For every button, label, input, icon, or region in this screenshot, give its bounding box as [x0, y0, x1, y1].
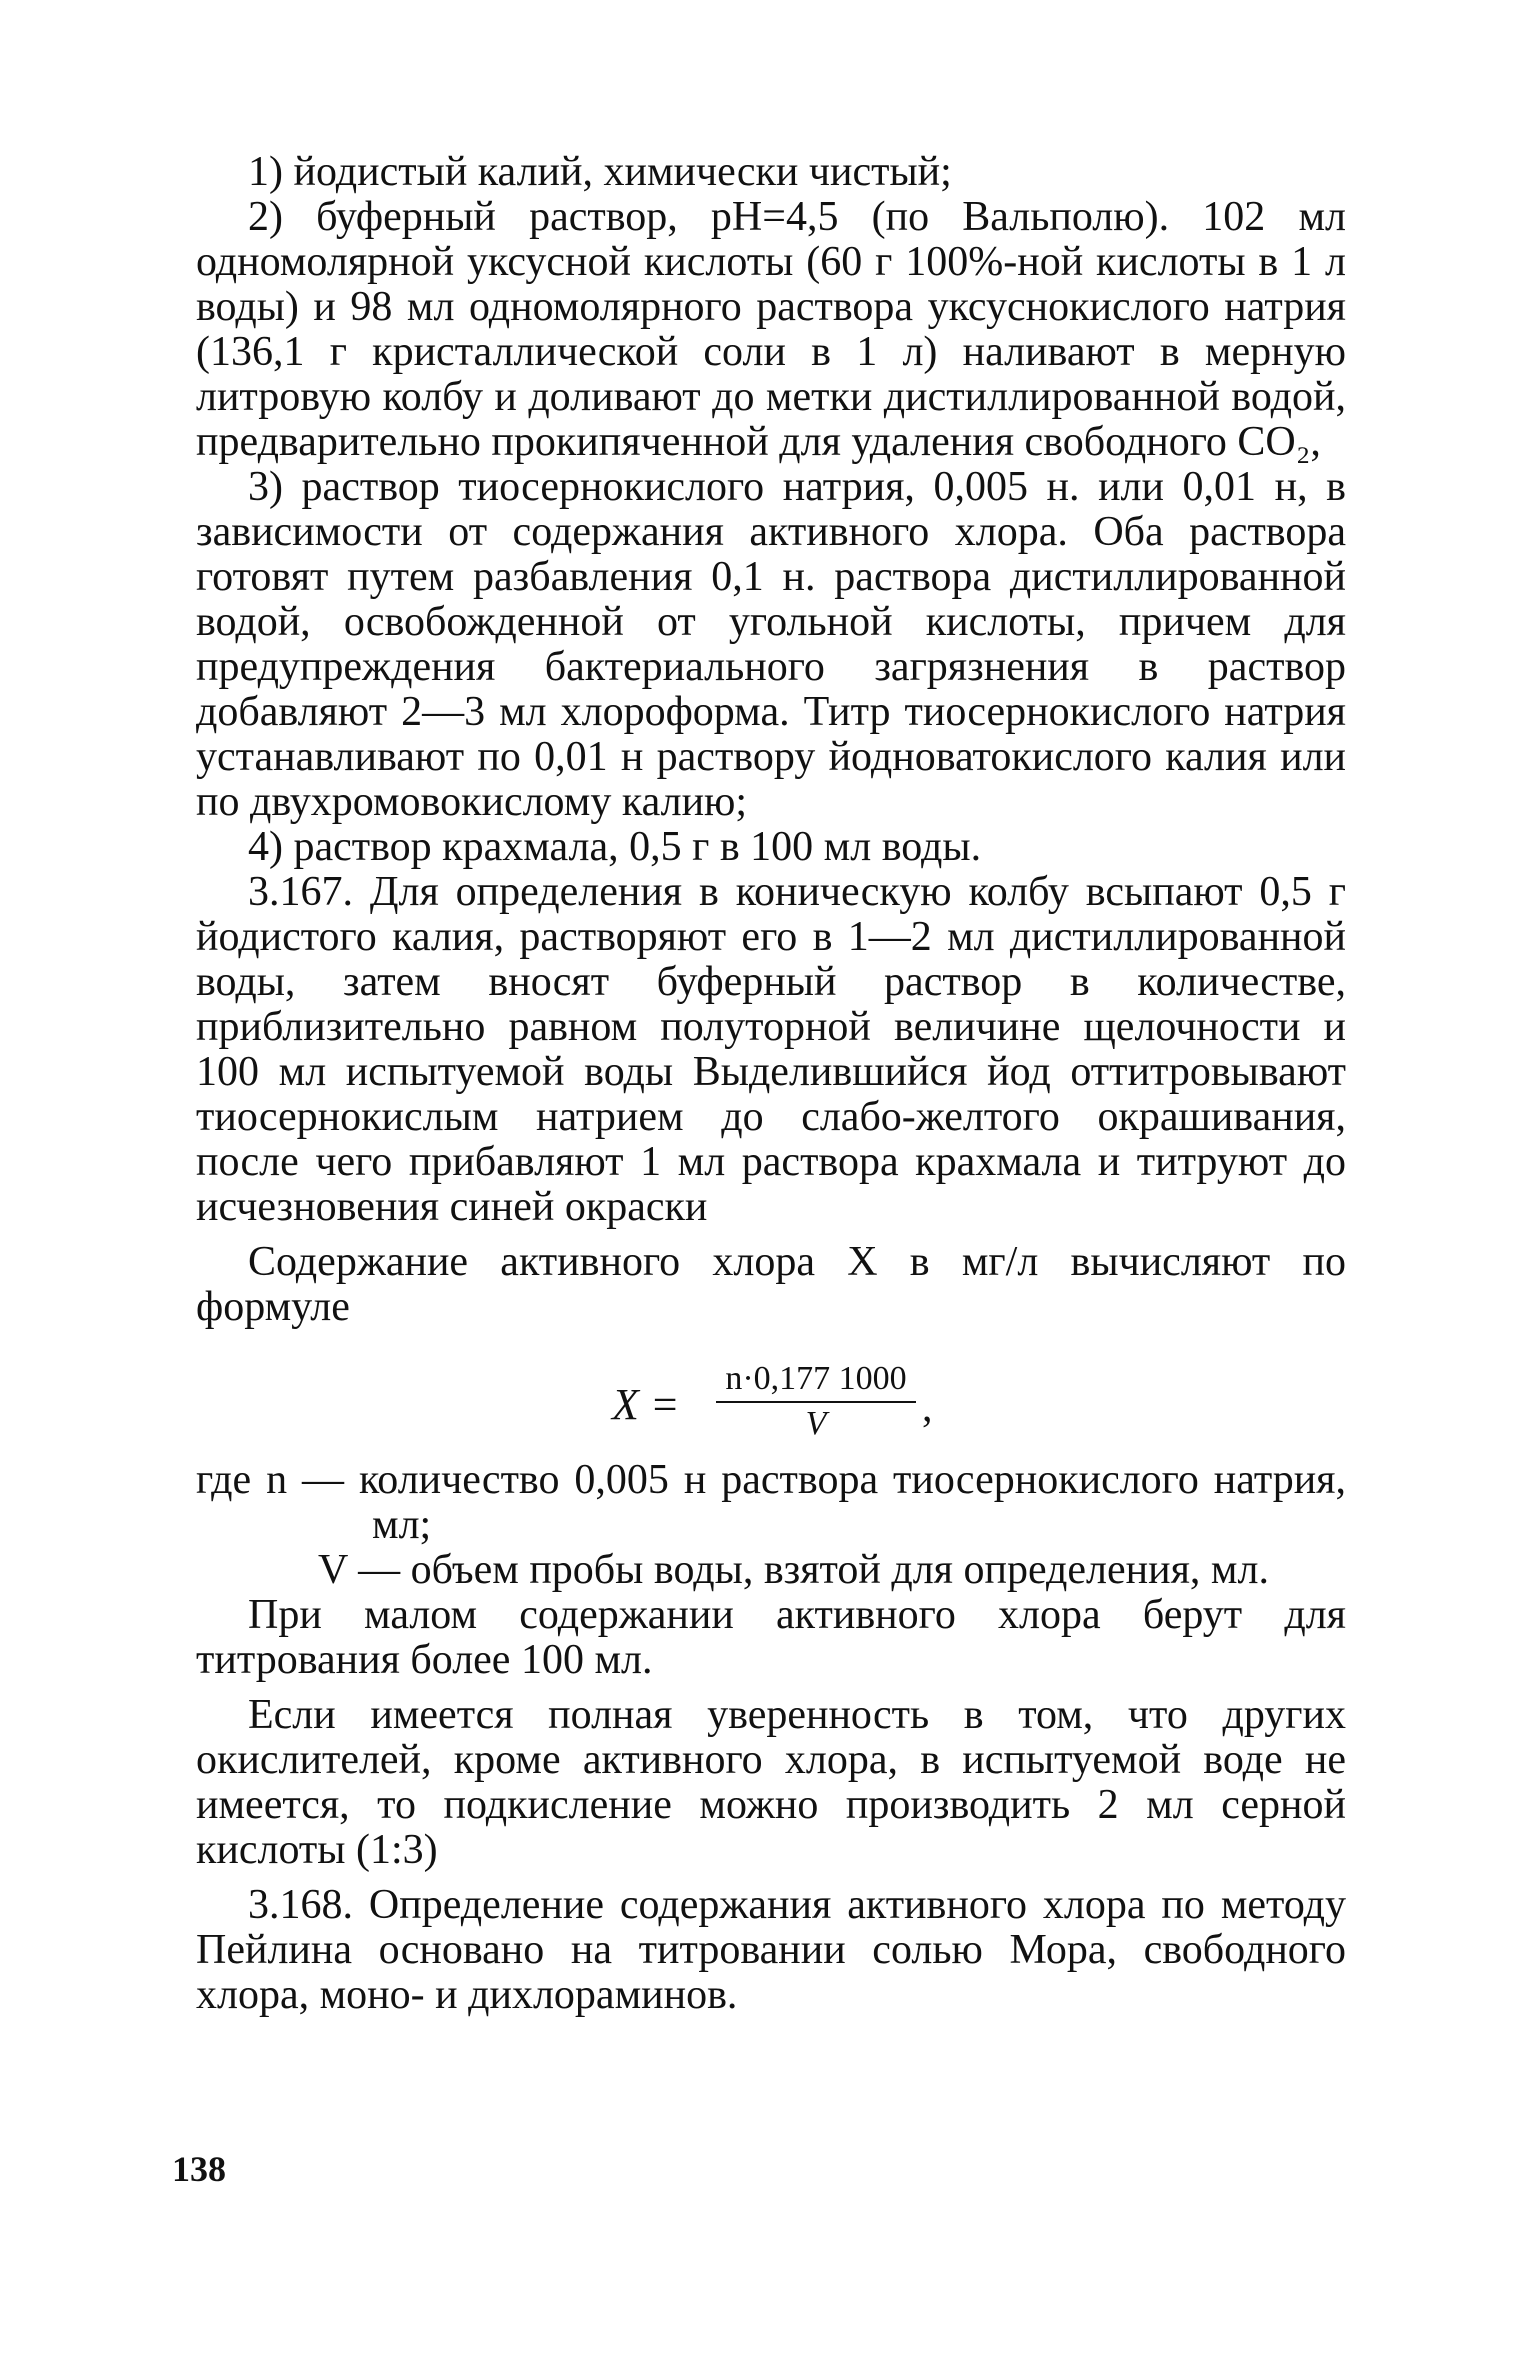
- formula-comma: ,: [922, 1385, 933, 1431]
- formula-denominator: V: [805, 1405, 827, 1442]
- page-number: 138: [172, 2149, 226, 2189]
- formula: [196, 1352, 1346, 1444]
- page-body: [196, 150, 1346, 2018]
- list-item-reagent-4: 4) раствор крахмала, 0,5 г в 100 мл воды.: [248, 824, 982, 870]
- definition-v: V — объем пробы воды, взятой для определения, мл.: [318, 1547, 1269, 1593]
- note-acidification: Если имеется полная уверенность в том, что других окислителей, кроме активного хлора, в испытуемой воде не имеется, то подкисление можно производить 2 мл серной кислоты (1:3): [196, 1692, 1346, 1873]
- formula-numerator: n·0,177 1000: [716, 1360, 916, 1403]
- section-3-167: 3.167. Для определения в коническую колбу всыпают 0,5 г йодистого калия, растворяют его в 1—2 мл дистиллированной воды, затем вносят буферный раствор в количестве, приблизительно равном полуторной величине щелочности и 100 мл испытуемой воды Выделившийся йод оттитровывают тиосернокислым натрием до слабо-желтого окрашивания, после чего прибавляют 1 мл раствора крахмала и титруют до исчезновения синей окраски: [196, 869, 1346, 1230]
- list-item-reagent-2: 2) буферный раствор, pH=4,5 (по Вальполю). 102 мл одномолярной уксусной кислоты (60 г 100%-ной кислоты в 1 л воды) и 98 мл одномолярного раствора уксуснокислого натрия (136,1 г кристаллической соли в 1 л) наливают в мерную литровую колбу и доливают до метки дистиллированной водой, предварительно прокипяченной для удаления свободного CO₂,: [196, 194, 1346, 465]
- list-item-reagent-3: 3) раствор тиосернокислого натрия, 0,005 н. или 0,01 н, в зависимости от содержания активного хлора. Оба раствора готовят путем разбавления 0,1 н. раствора дистиллированной водой, освобожденной от угольной кислоты, причем для предупреждения бактериального загрязнения в раствор добавляют 2—3 мл хлороформа. Титр тиосернокислого натрия устанавливают по 0,01 н раствору йодноватокислого калия или по двухромовокислому калию;: [196, 464, 1346, 825]
- formula-intro: Содержание активного хлора X в мг/л вычисляют по формуле: [196, 1239, 1346, 1330]
- definition-n: где n — количество 0,005 н раствора тиосернокислого натрия, мл;: [196, 1457, 1346, 1548]
- formula-fraction: [716, 1360, 916, 1443]
- formula-lhs: X =: [612, 1380, 680, 1429]
- note-low-chlorine: При малом содержании активного хлора берут для титрования более 100 мл.: [196, 1592, 1346, 1683]
- list-item-reagent-1: 1) йодистый калий, химически чистый;: [248, 149, 952, 195]
- section-3-168: 3.168. Определение содержания активного хлора по методу Пейлина основано на титровании солью Мора, свободного хлора, моно- и дихлораминов.: [196, 1882, 1346, 2018]
